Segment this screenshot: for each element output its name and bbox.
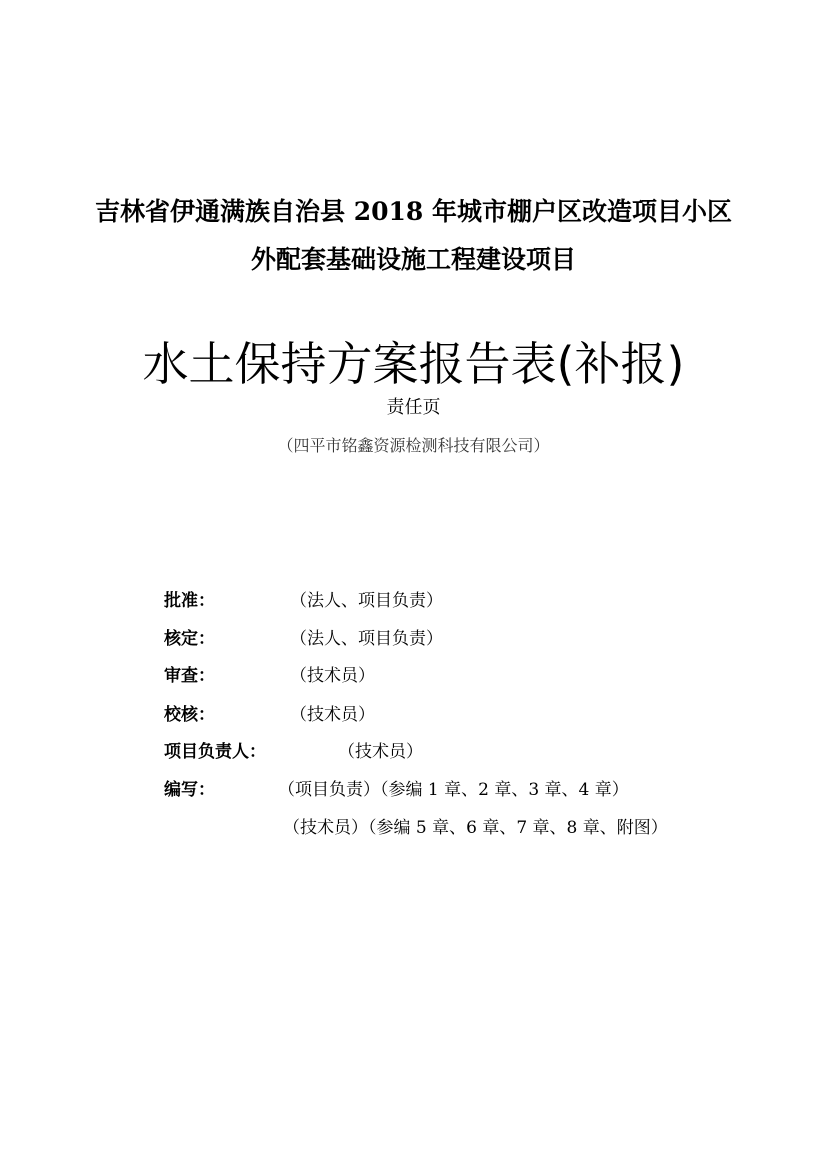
approval-label: 批准： (164, 591, 215, 611)
proofread-label: 校核： (164, 705, 215, 725)
verification-value: （法人、项目负责） (290, 629, 443, 649)
project-title-line-2: 外配套基础设施工程建设项目 (250, 245, 576, 274)
review-label: 审查： (164, 666, 215, 686)
author-label: 编写： (164, 780, 215, 800)
proofread-value: （技术员） (290, 705, 375, 725)
company-name: （四平市铭鑫资源检测科技有限公司） (277, 436, 550, 455)
project-lead-value: （技术员） (338, 742, 423, 762)
project-lead-label: 项目负责人： (164, 742, 266, 762)
report-main-title: 水土保持方案报告表(补报) (142, 337, 685, 391)
review-value: （技术员） (290, 666, 375, 686)
project-title-line-1: 吉林省伊通满族自治县 2018 年城市棚户区改造项目小区 (95, 197, 732, 226)
responsibility-page-subtitle: 责任页 (386, 397, 441, 418)
author-value: （项目负责）（参编 1 章、2 章、3 章、4 章） (278, 780, 629, 800)
verification-label: 核定： (164, 629, 215, 649)
approval-value: （法人、项目负责） (290, 591, 443, 611)
author-value-continuation: （技术员）（参编 5 章、6 章、7 章、8 章、附图） (283, 818, 668, 838)
